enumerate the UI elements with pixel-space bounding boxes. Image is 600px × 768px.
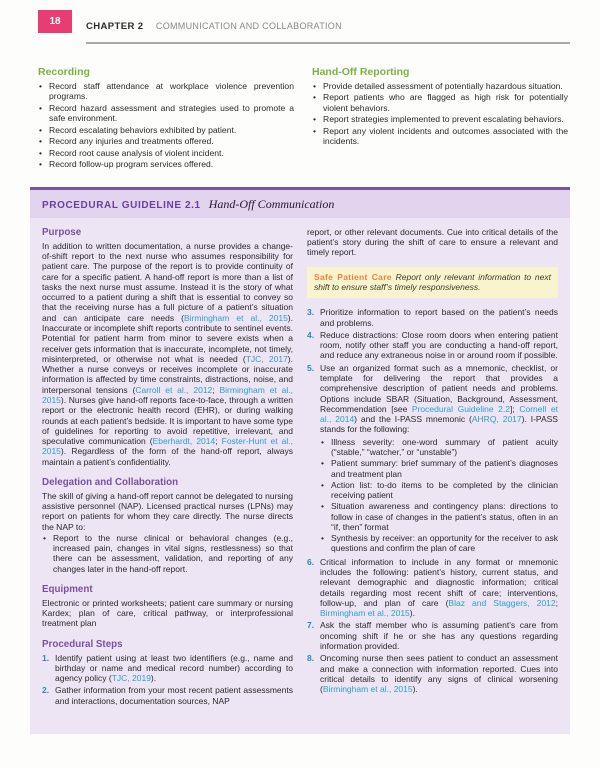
list-item: • Report patients who are flagged as high risk for potentially violent behaviors.: [312, 92, 568, 113]
delegation-heading: Delegation and Collaboration: [42, 476, 179, 488]
list-item: • Record escalating behaviors exhibited by patient.: [38, 125, 294, 135]
procedural-step: [42, 685, 293, 706]
list-item: • Patient summary: brief summary of the patient’s diagnoses and treatment plan: [320, 458, 558, 479]
citation-link[interactable]: TJC, 2017: [245, 353, 288, 364]
delegation-paragraph: The skill of giving a hand-off report cannot be delegated to nursing assistive personnel (NAP). Licensed practical nurses (LPNs) may report on patients for whom they care directly. The nurse directs the NAP to:: [42, 490, 293, 532]
step-text: Identify patient using at least two identifiers (e.g., name and birthday or name and medical record number) according to agency policy (TJC, 2019).: [55, 652, 293, 684]
procedural-step: [42, 653, 293, 684]
procedural-step: [307, 653, 558, 694]
citation-link[interactable]: Procedural Guideline 2.2: [411, 403, 510, 414]
citation-link[interactable]: Birmingham et al., 2015: [320, 608, 410, 619]
guideline-header: [30, 187, 570, 218]
step-text: Ask the staff member who is assuming patient’s care from oncoming shift if he or she has any questions regarding information provided.: [320, 620, 558, 651]
handoff-reporting-section: [312, 66, 568, 171]
guideline-label: PROCEDURAL GUIDELINE 2.1: [42, 199, 201, 211]
list-item: • Record root cause analysis of violent incident.: [38, 148, 294, 158]
citation-link[interactable]: Foster-Hunt et al., 2015: [42, 436, 294, 457]
citation-link[interactable]: AHRQ, 2017: [471, 414, 522, 425]
step-text: Critical information to include in any format or mnemonic includes the following: patient’s history, current status, and relevant demographic and diagnostic information; critical details regarding most recent shift of care; interventions, follow-up, and plan of care (Blaz and Staggers, 2012; Birmingham et al., 2015).: [320, 556, 558, 619]
citation-link[interactable]: Birmingham et al., 2015: [42, 384, 293, 405]
purpose-paragraph: In addition to written documentation, a nurse provides a change-of-shift report to the next nurse who assumes responsibility for patient care. The purpose of the report is to provide continuity of care for a specific patient. A hand-off report is more than a list of tasks the next nurse must assume. Instead it is the story of what occurred to a patient during a shift that is essential to convey so that the receiving nurse has a full picture of a patient’s situation and can anticipate care needs (Birmingham et al., 2015). Inaccurate or incomplete shift reports contribute to sentinel events. Potential for patient harm from minor to severe exists when a receiver gets information that is inaccurate, incomplete, not timely, misinterpreted, or otherwise not what is needed (TJC, 2017). Whether a nurse conveys or receives incomplete or inaccurate information is affected by time constraints, distractions, noise, and interpersonal tensions (Carroll et al., 2012; Birmingham et al., 2015). Nurses give hand-off reports face-to-face, through a written report or the electronic health record (EHR), or during walking rounds at each patient’s bedside. It is important to have some type of guidelines for reporting to avoid repetitive, irrelevant, and speculative communication (Eberhardt, 2014; Foster-Hunt et al., 2015). Regardless of the form of the hand-off report, always maintain a patient’s confidentiality.: [42, 240, 294, 467]
purpose-heading: Purpose: [42, 226, 82, 238]
list-item: • Report to the nurse clinical or behavioral changes (e.g., increased pain, changes in vital signs, restlessness) so that there can be assessment, validation, and reporting of any changes later in the hand-off report.: [42, 533, 293, 574]
safe-patient-care-box: [307, 267, 558, 299]
list-item: • Record hazard assessment and strategies used to promote a safe environment.: [38, 103, 294, 124]
list-item: • Record follow-up program services offered.: [38, 159, 294, 169]
safe-patient-care-label: Safe Patient Care: [314, 271, 392, 282]
citation-link[interactable]: Cornell et al., 2014: [320, 403, 558, 425]
guideline-title: Hand-Off Communication: [208, 196, 335, 211]
equipment-paragraph: Electronic or printed worksheets; patient care summary or nursing Kardex; plan of care, critical pathway, or interprofessional treatment plan: [42, 597, 293, 629]
step-text: Reduce distractions: Close room doors when entering patient room, notify other staff you are conducting a hand-off report, and reduce any extraneous noise in or around room if possible.: [320, 329, 558, 361]
procedural-step: [307, 363, 558, 555]
running-head: [0, 0, 600, 44]
guideline-right-column: [307, 227, 558, 708]
procedural-step: [307, 557, 558, 619]
guideline-body: [30, 218, 570, 718]
recording-section: [38, 66, 294, 171]
step-text: Oncoming nurse then sees patient to conduct an assessment and make a connection with information reported. Cues into critical details to identify any signs of clinical worsening (Birmingham et al., 2015).: [320, 653, 558, 695]
step-text-intro: Use an organized format such as a mnemonic, checklist, or template for delivering the report that provides a comprehensive description of patient needs and problems. Options include SBAR (Situation, Background, Assessment, Recommendation [see Procedural Guideline 2.2]; Cornell et al., 2014) and the I-PASS mnemonic (AHRQ, 2017). I-PASS stands for the following:: [320, 362, 558, 435]
procedural-steps-heading: Procedural Steps: [42, 638, 123, 650]
step-number: 5.: [307, 362, 315, 373]
recording-heading: Recording: [38, 66, 90, 78]
step-text: Prioritize information to report based on the patient’s needs and problems.: [320, 307, 558, 328]
step-text: Gather information from your most recent patient assessments and interactions, documentation sources, NAP: [55, 685, 293, 706]
step-number: 3.: [307, 307, 315, 318]
list-item: • Record any injuries and treatments offered.: [38, 136, 294, 146]
steps-continuation-paragraph: report, or other relevant documents. Cue into critical details of the patient’s story during the shift of care to ensure a relevant and timely report.: [307, 226, 558, 258]
step-number: 4.: [307, 329, 315, 340]
citation-link[interactable]: TJC, 2019: [111, 673, 151, 684]
list-item: • Provide detailed assessment of potentially hazardous situation.: [312, 81, 568, 91]
list-item: • Record staff attendance at workplace violence prevention programs.: [38, 81, 294, 102]
safe-patient-care-text: Report only relevant information to next shift to ensure staff’s timely responsiveness.: [314, 271, 551, 292]
citation-link[interactable]: Carroll et al., 2012: [135, 384, 213, 395]
top-section: [0, 66, 600, 171]
citation-link[interactable]: Birmingham et al., 2015: [322, 684, 413, 695]
handoff-reporting-heading: Hand-Off Reporting: [312, 66, 410, 78]
chapter-title: COMMUNICATION AND COLLABORATION: [155, 21, 342, 31]
procedural-step: [307, 330, 558, 361]
citation-link[interactable]: Blaz and Staggers, 2012: [448, 597, 556, 608]
list-item: • Synthesis by receiver: an opportunity for the receiver to ask questions and confirm the plan of care: [320, 533, 558, 554]
ipass-list: [320, 437, 558, 554]
citation-link[interactable]: Birmingham et al., 2015: [184, 312, 288, 323]
step-number: 2.: [42, 685, 50, 696]
step-number: 7.: [307, 620, 315, 631]
page-number-badge: 18: [38, 10, 72, 33]
list-item: • Report any violent incidents and outcomes associated with the incidents.: [312, 126, 568, 147]
chapter-label: CHAPTER 2: [86, 21, 144, 32]
step-number: 6.: [307, 556, 315, 567]
handoff-reporting-list: [312, 81, 568, 147]
list-item: • Report strategies implemented to prevent escalating behaviors.: [312, 114, 568, 124]
equipment-heading: Equipment: [42, 584, 93, 595]
delegation-list: [42, 533, 293, 574]
list-item: • Situation awareness and contingency plans: directions to follow in case of changes in the patient’s status, often in an “if, then” format: [320, 501, 558, 532]
procedural-step: [307, 620, 558, 651]
guideline-left-column: [42, 227, 293, 708]
step-number: 8.: [307, 653, 315, 664]
list-item: • Illness severity: one-word summary of patient acuity (“stable,” “watcher,” or “unstable”): [320, 437, 558, 458]
procedural-step: [307, 307, 558, 328]
step-text: [320, 363, 558, 555]
procedural-guideline-box: [30, 187, 570, 734]
list-item: • Action list: to-do items to be completed by the clinician receiving patient: [320, 480, 558, 501]
step-number: 1.: [42, 652, 50, 663]
citation-link[interactable]: Eberhardt, 2014: [152, 436, 216, 447]
chapter-header: [86, 10, 570, 44]
recording-list: [38, 81, 294, 170]
